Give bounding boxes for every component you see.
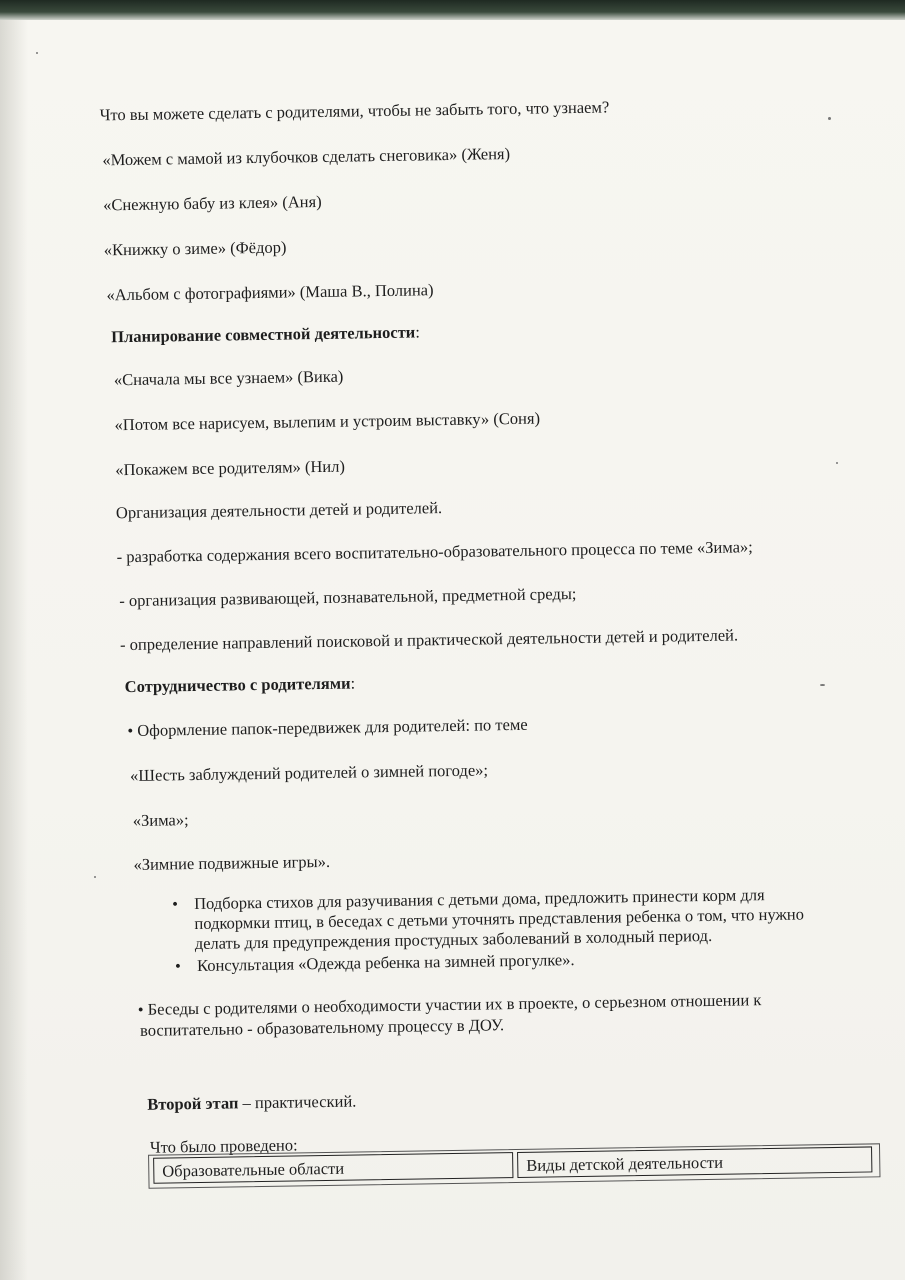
answer-4: «Альбом с фотографиями» (Маша В., Полина) <box>106 280 434 305</box>
table-header-areas: Образовательные области <box>153 1152 513 1184</box>
scan-speck <box>836 462 838 464</box>
topic-1: «Шесть заблуждений родителей о зимней погоде»; <box>129 760 489 786</box>
answer-3: «Книжку о зиме» (Фёдор) <box>103 237 287 260</box>
organization-item-1: - разработка содержания всего воспитательно-образовательного процесса по теме «Зима»; <box>116 537 753 567</box>
cooperation-heading-line <box>125 673 356 697</box>
scan-speck <box>36 52 38 54</box>
conversations-line-1: • Беседы с родителями о необходимости участии их в проекте, о серьезном отношении к <box>137 990 762 1019</box>
topic-3: «Зимние подвижные игры». <box>133 851 331 874</box>
scan-speck <box>828 117 831 120</box>
stage-two-question: Что было проведено: <box>149 1135 298 1157</box>
organization-title: Организация деятельности детей и родителей. <box>115 498 443 523</box>
stage-two-rest: – практический. <box>238 1091 357 1113</box>
cooperation-heading: Сотрудничество с родителями <box>124 673 351 697</box>
table-header-activities: Виды детской деятельности <box>517 1146 872 1178</box>
cooperation-heading-colon: : <box>350 673 356 693</box>
answer-1: «Можем с мамой из клубочков сделать снеговика» (Женя) <box>102 143 511 170</box>
cooperation-bullet-1 <box>171 884 845 954</box>
planning-heading-line <box>111 322 420 347</box>
intro-question: Что вы можете сделать с родителями, чтобы не забыть того, что узнаем? <box>99 97 610 125</box>
topic-2: «Зима»; <box>132 810 189 831</box>
answer-2: «Снежную бабу из клея» (Аня) <box>102 191 322 215</box>
organization-item-3: - определение направлений поисковой и практической деятельности детей и родителей. <box>119 625 739 655</box>
planning-heading-colon: : <box>415 322 420 342</box>
scan-speck <box>820 684 825 686</box>
cooperation-bullet-2-text: Консультация «Одежда ребенка на зимней прогулке». <box>196 950 575 976</box>
stage-two-label: Второй этап <box>147 1093 239 1114</box>
stage-two-line <box>147 1092 356 1115</box>
planning-quote-2: «Потом все нарисуем, вылепим и устроим выставку» (Соня) <box>114 408 541 435</box>
planning-quote-3: «Покажем все родителям» (Нил) <box>115 456 346 480</box>
planning-heading: Планирование совместной деятельности <box>111 322 416 347</box>
folders-line: • Оформление папок-передвижек для родителей: по теме <box>127 714 528 741</box>
scan-speck <box>94 876 96 878</box>
bullet-dot: • <box>171 894 179 914</box>
conversations-line-2: воспитательно - образовательному процессу в ДОУ. <box>139 1015 505 1040</box>
bullet-dot: • <box>174 956 182 976</box>
organization-item-2: - организация развивающей, познавательной, предметной среды; <box>119 584 577 611</box>
cooperation-bullet-1-text: Подборка стихов для разучивания с детьми дома, предложить принести корм для подкормки птиц, в беседах с детьми уточнять представления ребенка о том, что нужно делать для предупреждения простудных заболеваний в холодный период. <box>193 885 805 954</box>
planning-quote-1: «Сначала мы все узнаем» (Вика) <box>113 366 344 390</box>
